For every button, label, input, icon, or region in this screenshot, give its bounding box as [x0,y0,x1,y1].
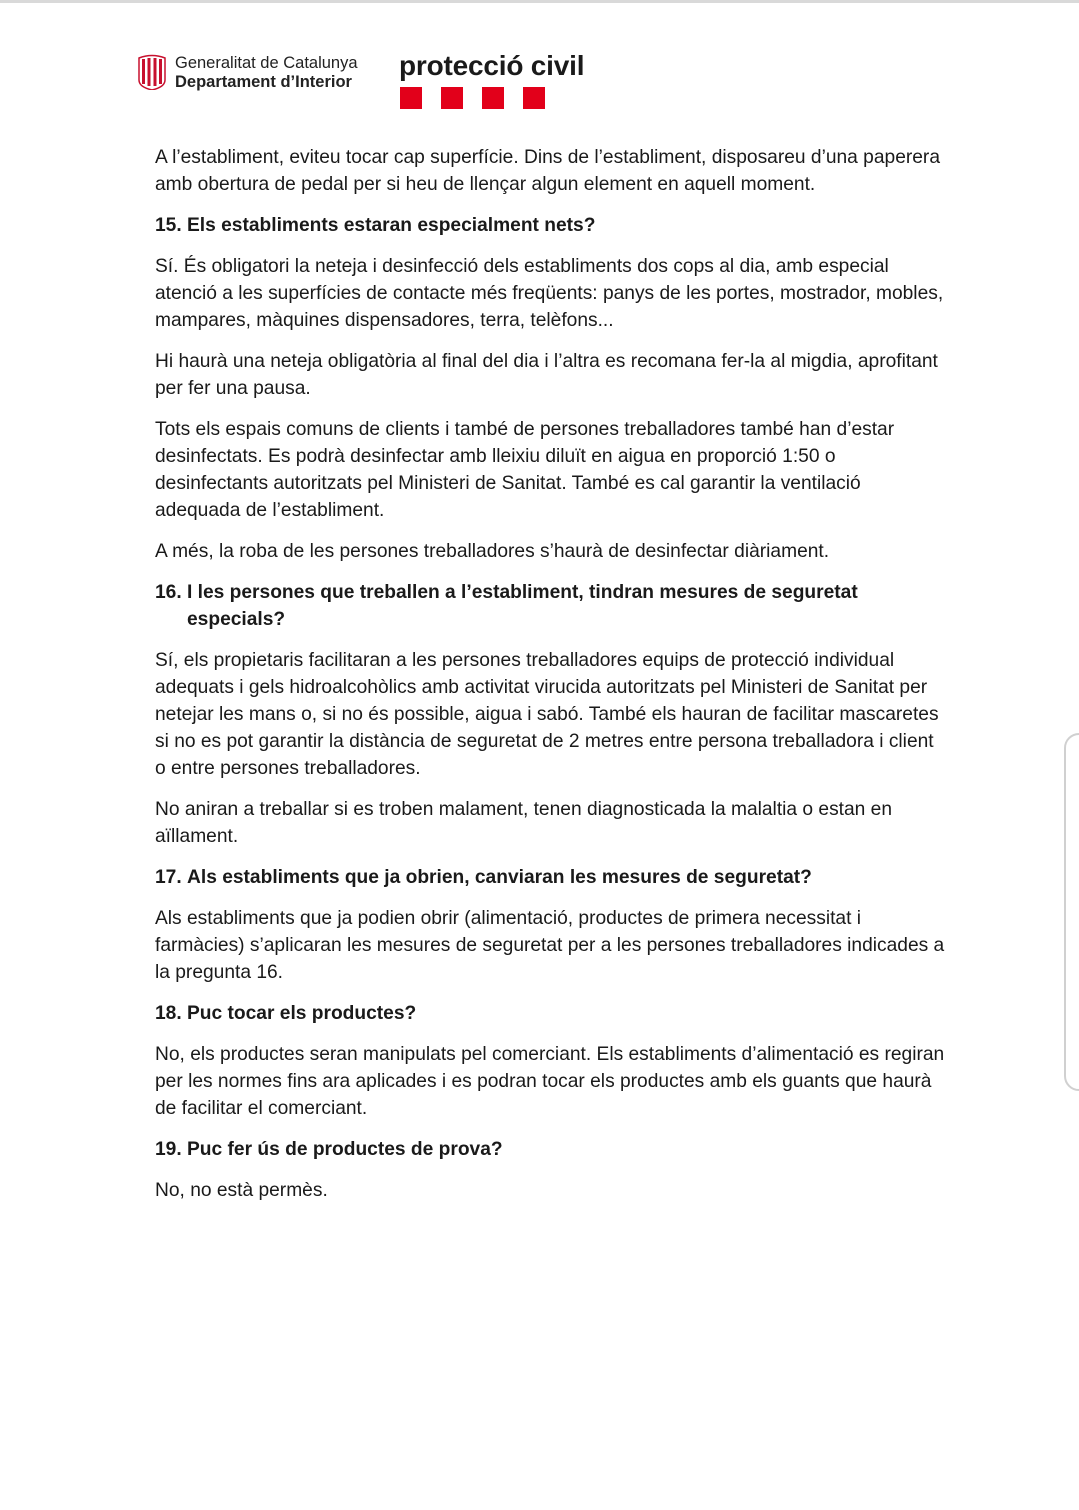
answer-paragraph: Sí, els propietaris facilitaran a les persones treballadores equips de protecció individual adequats i gels hidroalcohòlics amb activitat virucida autoritzats pel Ministeri de Sanitat per netejar les mans o, si no és possible, aigua i sabó. També els hauran de facilitar mascaretes si no es pot garantir la distància de seguretat de 2 metres entre persona treballadora i client o entre persones treballadores. [155,650,939,779]
question-17 [155,864,945,891]
brand-squares [400,87,545,109]
answer-paragraph: No aniran a treballar si es troben malament, tenen diagnosticada la malaltia o estan en aïllament. [155,799,893,847]
question-text: Puc fer ús de productes de prova? [187,1139,503,1160]
organization-name [175,54,358,92]
document-header [137,50,757,112]
top-border [0,0,1079,3]
question-number: 15. [155,215,182,236]
paragraph: A l’establiment, eviteu tocar cap superfície. Dins de l’establiment, disposareu d’una paperera amb obertura de pedal per si heu de llençar algun element en aquell moment. [155,147,940,195]
answer-paragraph: Hi haurà una neteja obligatòria al final del dia i l’altra es recomana fer-la al migdia, aprofitant per fer una pausa. [155,351,938,399]
question-text: Puc tocar els productes? [187,1003,417,1024]
question-text: Els establiments estaran especialment nets? [187,215,596,236]
question-number: 18. [155,1003,182,1024]
question-19 [155,1136,945,1163]
org-line-1: Generalitat de Catalunya [175,54,358,72]
generalitat-stripes-icon [137,54,167,90]
brand-square [441,87,463,109]
answer-paragraph: Sí. És obligatori la neteja i desinfecció dels establiments dos cops al dia, amb especial atenció a les superfícies de contacte més freqüents: panys de les portes, mostrador, mobles, mampares, màquines dispensadores, terra, telèfons... [155,256,944,331]
question-number: 17. [155,867,182,888]
answer-paragraph: A més, la roba de les persones treballadores s’haurà de desinfectar diàriament. [155,541,830,562]
question-number: 19. [155,1139,182,1160]
question-number: 16. [155,582,182,603]
question-16 [155,579,945,633]
question-text: I les persones que treballen a l’establiment, tindran mesures de seguretat especials? [187,582,858,630]
answer-paragraph: No, els productes seran manipulats pel comerciant. Els establiments d’alimentació es regiran per les normes fins ara aplicades i es podran tocar els productes amb els guants que haurà de facilitar el comerciant. [155,1044,945,1119]
question-18 [155,1000,945,1027]
scroll-indicator[interactable] [1064,733,1079,1091]
answer-paragraph: No, no està permès. [155,1180,328,1201]
brand-title: protecció civil [399,50,585,81]
brand-square [523,87,545,109]
brand-square [400,87,422,109]
answer-paragraph: Tots els espais comuns de clients i també de persones treballadores també han d’estar desinfectats. Es podrà desinfectar amb lleixiu diluït en aigua en proporció 1:50 o desinfectants autoritzats pel Ministeri de Sanitat. També es cal garantir la ventilació adequada de l’establiment. [155,419,895,521]
answer-paragraph: Als establiments que ja podien obrir (alimentació, productes de primera necessitat i farmàcies) s’aplicaran les mesures de seguretat per a les persones treballadores indicades a la pregunta 16. [155,908,945,983]
question-15 [155,212,945,239]
question-text: Als establiments que ja obrien, canviaran les mesures de seguretat? [187,867,812,888]
brand-square [482,87,504,109]
org-line-2: Departament d’Interior [175,73,352,91]
document-body [155,144,945,1218]
